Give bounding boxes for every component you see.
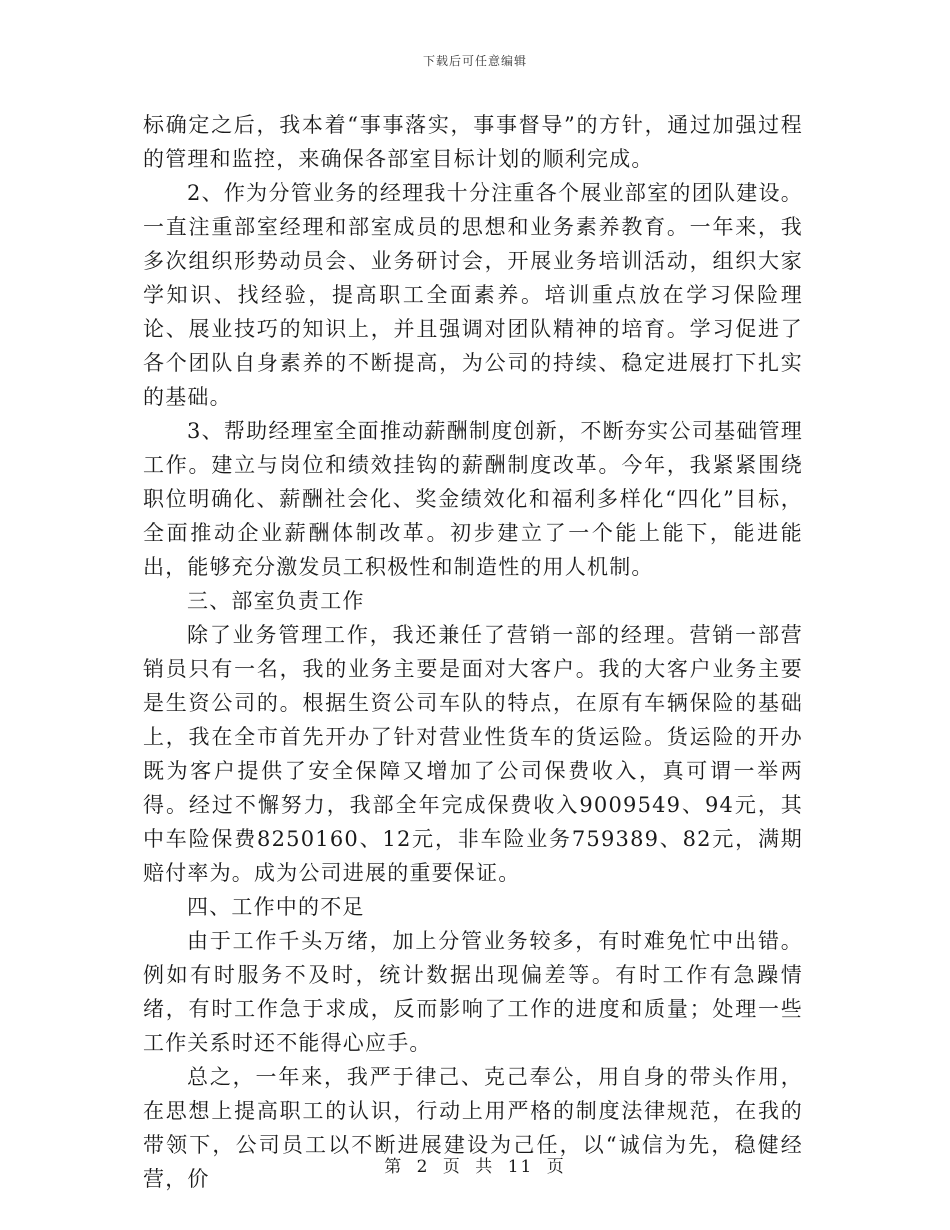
- document-body: [143, 108, 803, 1196]
- section-heading-4: 四、工作中的不足: [187, 895, 365, 919]
- paragraph-5: 除了业务管理工作，我还兼任了营销一部的经理。营销一部营销员只有一名，我的业务主要是面对大客户。我的大客户业务主要是生资公司的。根据生资公司车队的特点，在原有车辆保险的基础上，我在全市首先开办了针对营业性货车的货运险。货运险的开办既为客户提供了安全保障又增加了公司保费收入，真可谓一举两得。经过不懈努力，我部全年完成保费收入9009549、94元，其中车险保费8250160、12元，非车险业务759389、82元，满期赔付率为。成为公司进展的重要保证。: [143, 623, 803, 885]
- section-heading-3: 三、部室负责工作: [187, 589, 365, 613]
- paragraph-1: 标确定之后，我本着“事事落实，事事督导”的方针，通过加强过程的管理和监控，来确保各部室目标计划的顺利完成。: [143, 113, 803, 171]
- paragraph-3: 3、帮助经理室全面推动薪酬制度创新，不断夯实公司基础管理工作。建立与岗位和绩效挂钩的薪酬制度改革。今年，我紧紧围绕职位明确化、薪酬社会化、奖金绩效化和福利多样化“四化”目标，全面推动企业薪酬体制改革。初步建立了一个能上能下，能进能出，能够充分激发员工积极性和制造性的用人机制。: [143, 419, 803, 579]
- page-header-note: 下载后可任意编辑: [422, 54, 527, 68]
- paragraph-7: 由于工作千头万绪，加上分管业务较多，有时难免忙中出错。例如有时服务不及时，统计数据出现偏差等。有时工作有急躁情绪，有时工作急于求成，反而影响了工作的进度和质量；处理一些工作关系时还不能得心应手。: [143, 929, 803, 1055]
- paragraph-2: 2、作为分管业务的经理我十分注重各个展业部室的团队建设。一直注重部室经理和部室成员的思想和业务素养教育。一年来，我多次组织形势动员会、业务研讨会，开展业务培训活动，组织大家学知识、找经验，提高职工全面素养。培训重点放在学习保险理论、展业技巧的知识上，并且强调对团队精神的培育。学习促进了各个团队自身素养的不断提高，为公司的持续、稳定进展打下扎实的基础。: [143, 181, 803, 409]
- paragraph-8: 总之，一年来，我严于律己、克己奉公，用自身的带头作用，在思想上提高职工的认识，行动上用严格的制度法律规范，在我的带领下，公司员工以不断进展建设为己任，以“诚信为先，稳健经营，价: [143, 1065, 803, 1191]
- page-number: 第 2 页 共 11 页: [384, 1157, 566, 1177]
